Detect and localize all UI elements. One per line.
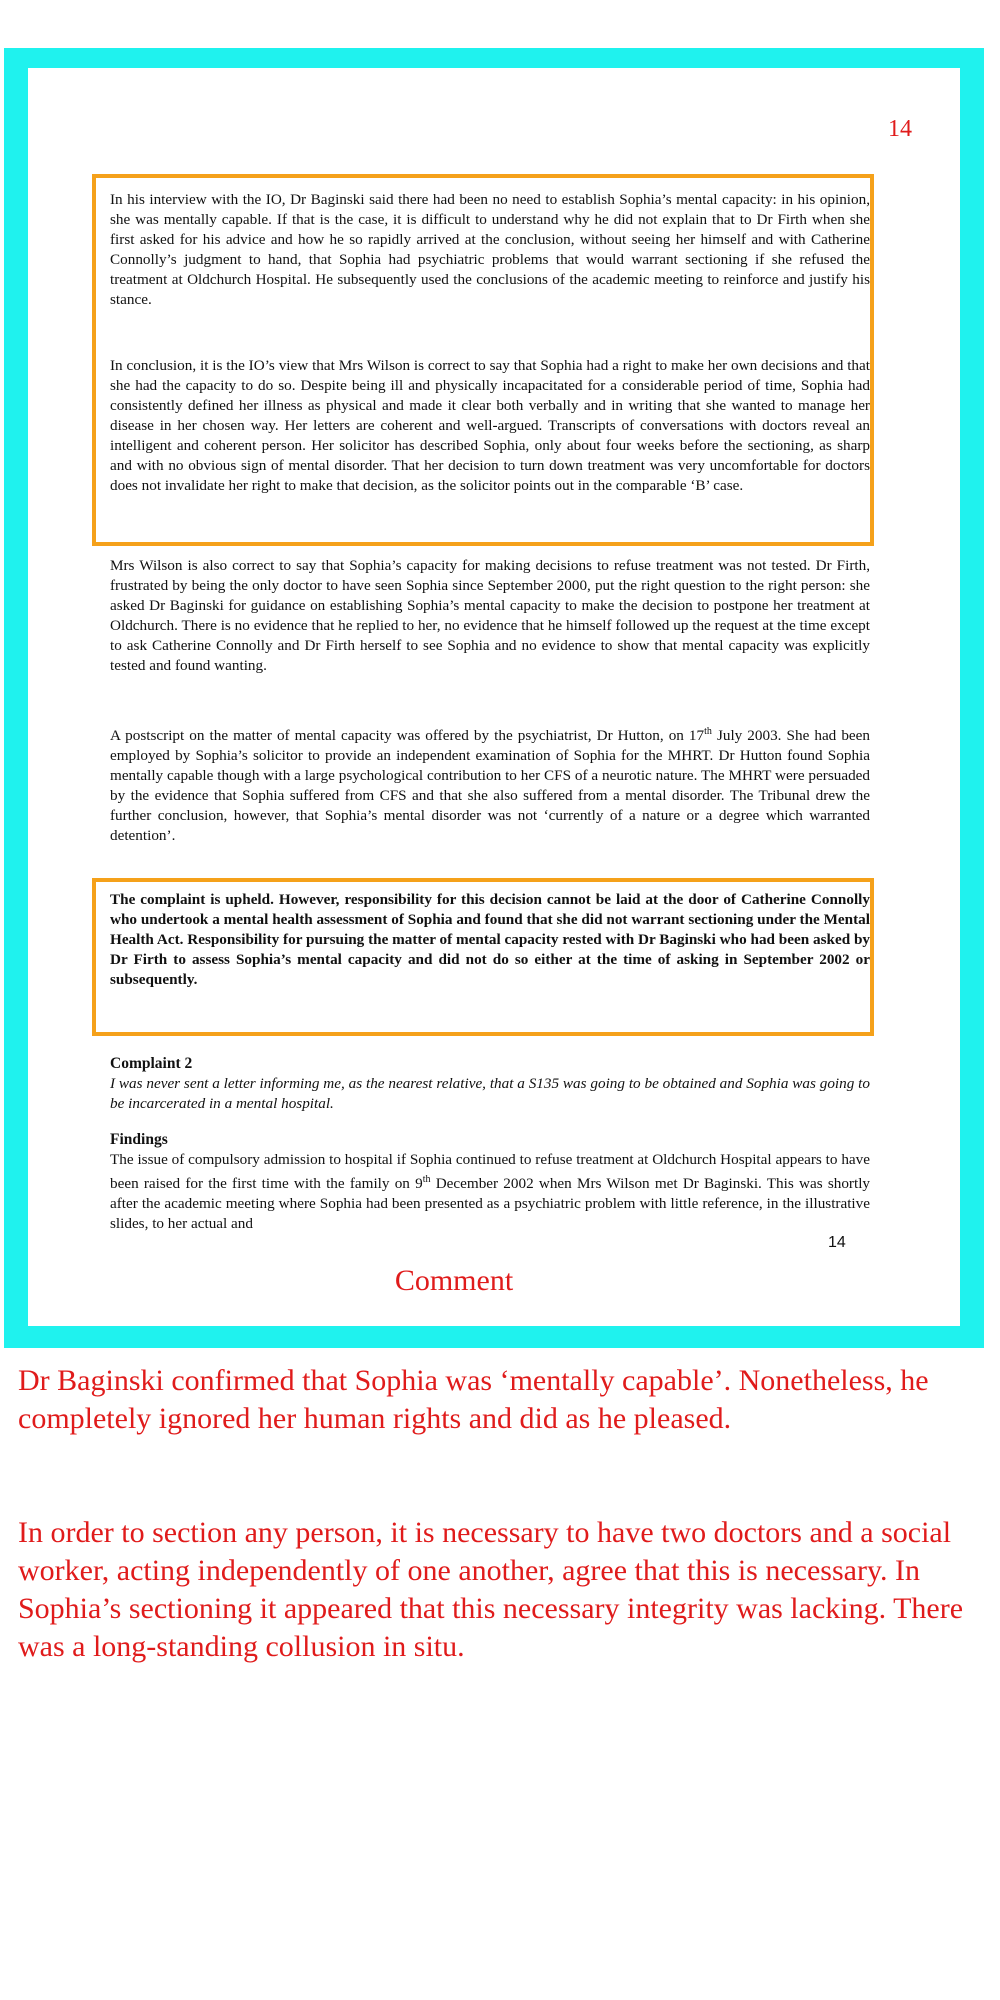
paragraph-complaint-upheld: The complaint is upheld. However, responsibility for this decision cannot be laid at the door of Catherine Connolly who undertook a mental health assessment of Sophia and found that she did not warrant sectioning under the Mental Health Act. Responsibility for pursuing the matter of mental capacity rested with Dr Baginski who had been asked by Dr Firth to assess Sophia’s mental capacity and did not do so either at the time of asking in September 2002 or subsequently.	[110, 891, 870, 988]
comment-paragraph-2: In order to section any person, it is necessary to have two doctors and a social worker, acting independently of one another, agree that this is necessary. In Sophia’s sectioning it appeared that this necessary integrity was lacking. There was a long-standing collusion in situ.	[18, 1516, 964, 1663]
paragraph-postscript: A postscript on the matter of mental capacity was offered by the psychiatrist, Dr Hutton, on 17th July 2003. She had been employed by Sophia’s solicitor to provide an independent examination of Sophia for the MHRT. Dr Hutton found Sophia mentally capable though with a large psychological contribution to her CFS of a neurotic nature. The MHRT were persuaded by the evidence that Sophia suffered from CFS and that she also suffered from a mental disorder. The Tribunal drew the further conclusion, however, that Sophia’s mental disorder was not ‘currently of a nature or a degree which warranted detention’.	[110, 726, 870, 845]
document-frame	[4, 48, 984, 1348]
page-number-annotation: 14	[888, 116, 912, 142]
findings-text: The issue of compulsory admission to hospital if Sophia continued to refuse treatment at Oldchurch Hospital appears to have been raised for the first time with the family on 9th December 2002 when Mrs Wilson met Dr Baginski. This was shortly after the academic meeting where Sophia had been presented as a psychiatric problem with little reference, in the illustrative slides, to her actual and	[110, 1151, 871, 1233]
findings-heading: Findings	[110, 1131, 168, 1148]
paragraph-conclusion: In conclusion, it is the IO’s view that Mrs Wilson is correct to say that Sophia had a right to make her own decisions and that she had the capacity to do so. Despite being ill and physically incapacitated for a considerable period of time, Sophia had consistently defined her illness as physical and made it clear both verbally and in writing that she wanted to manage her disease in her chosen way. Her letters are coherent and well-argued. Transcripts of conversations with doctors reveal an intelligent and coherent person. Her solicitor has described Sophia, only about four weeks before the sectioning, as sharp and with no obvious sign of mental disorder. That her decision to turn down treatment was very uncomfortable for doctors does not invalidate her right to make that decision, as the solicitor points out in the comparable ‘B’ case.	[110, 357, 870, 494]
paragraph-capacity-not-tested: Mrs Wilson is also correct to say that Sophia’s capacity for making decisions to refuse treatment was not tested. Dr Firth, frustrated by being the only doctor to have seen Sophia since September 2000, put the right question to the right person: she asked Dr Baginski for guidance on establishing Sophia’s mental capacity to make the decision to postpone her treatment at Oldchurch. There is no evidence that he replied to her, no evidence that he himself followed up the request at the time except to ask Catherine Connolly and Dr Firth herself to see Sophia and no evidence to show that mental capacity was explicitly tested and found wanting.	[110, 557, 870, 674]
page-footer-number: 14	[828, 1234, 846, 1251]
document-page	[28, 68, 960, 1326]
complaint-2-text: I was never sent a letter informing me, as the nearest relative, that a S135 was going to be obtained and Sophia was going to be incarcerated in a mental hospital.	[110, 1075, 870, 1112]
complaint-2-heading: Complaint 2	[110, 1055, 193, 1072]
paragraph-interview: In his interview with the IO, Dr Baginski said there had been no need to establish Sophia’s mental capacity: in his opinion, she was mentally capable. If that is the case, it is difficult to understand why he did not explain that to Dr Firth when she first asked for his advice and how he so rapidly arrived at the conclusion, without seeing her himself and with Catherine Connolly’s judgment to hand, that Sophia had psychiatric problems that would warrant sectioning if she refused the treatment at Oldchurch Hospital. He subsequently used the conclusions of the academic meeting to reinforce and justify his stance.	[110, 191, 870, 308]
comment-paragraph-1: Dr Baginski confirmed that Sophia was ‘mentally capable’. Nonetheless, he completely ignored her human rights and did as he pleased.	[18, 1364, 929, 1435]
comment-label: Comment	[394, 1264, 514, 1297]
